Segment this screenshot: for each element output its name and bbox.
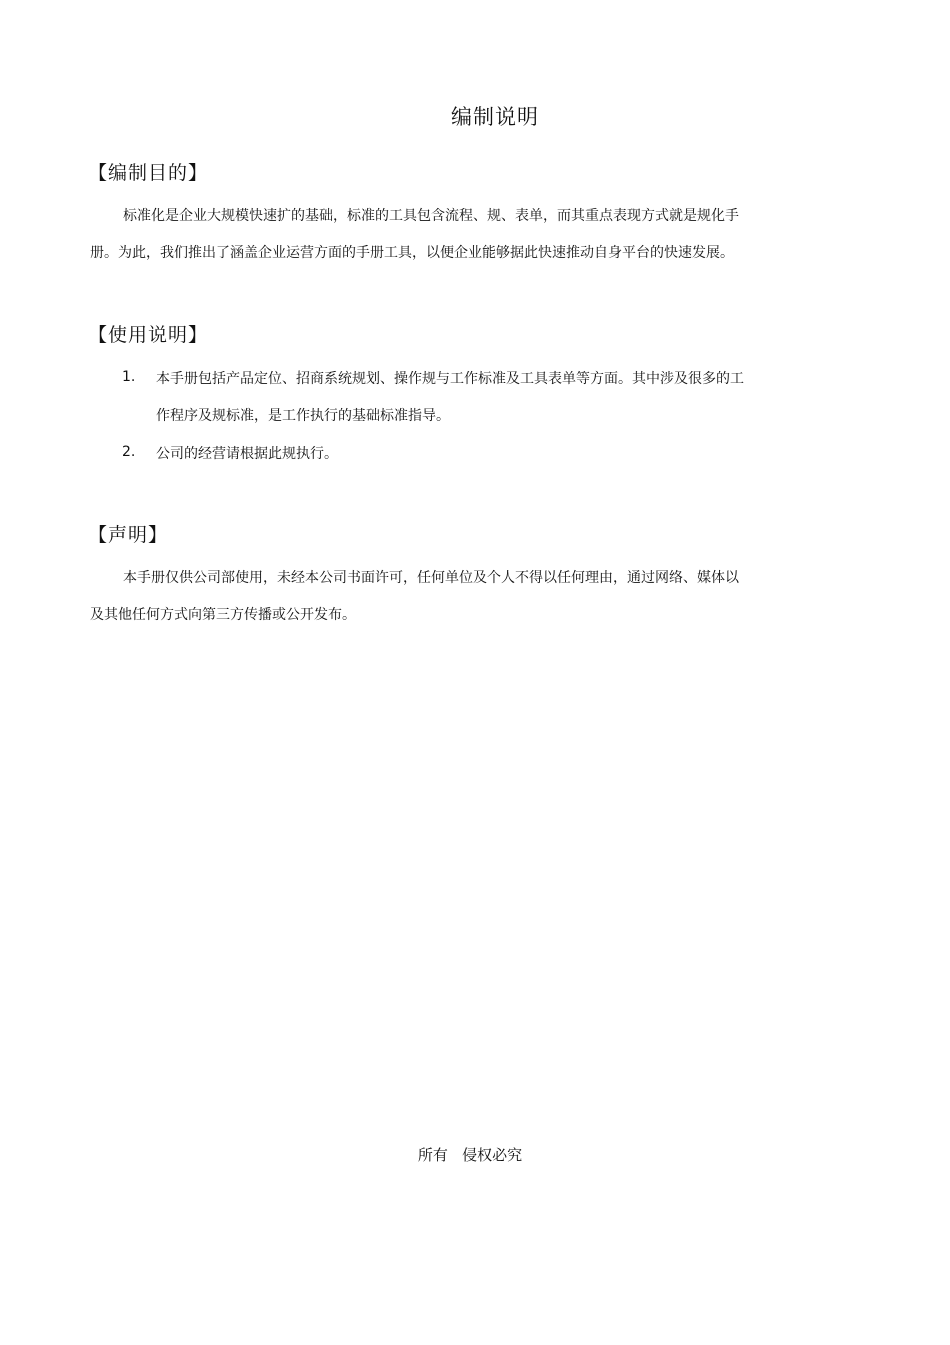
usage-item-number: 1.	[122, 369, 136, 385]
usage-item-text-line: 作程序及规标准，是工作执行的基础标准指导。	[156, 408, 450, 424]
usage-item-text-line: 本手册包括产品定位、招商系统规划、操作规与工作标准及工具表单等方面。其中涉及很多的工	[156, 371, 744, 387]
purpose-heading: 【编制目的】	[88, 162, 209, 184]
statement-heading: 【声明】	[88, 524, 169, 546]
footer-copyright: 所有 侵权必究	[417, 1146, 523, 1164]
purpose-paragraph-line: 标准化是企业大规模快速扩的基础，标准的工具包含流程、规、表单，而其重点表现方式就是规化手	[123, 208, 739, 224]
usage-heading: 【使用说明】	[88, 324, 209, 346]
usage-item-text-line: 公司的经营请根据此规执行。	[156, 446, 338, 462]
statement-paragraph-line: 本手册仅供公司部使用，未经本公司书面许可，任何单位及个人不得以任何理由，通过网络、媒体以	[123, 570, 739, 586]
statement-paragraph-line: 及其他任何方式向第三方传播或公开发布。	[90, 607, 356, 623]
purpose-paragraph-line: 册。为此，我们推出了涵盖企业运营方面的手册工具，以便企业能够据此快速推动自身平台的快速发展。	[90, 245, 734, 261]
usage-item-number: 2.	[122, 444, 136, 460]
document-title: 编制说明	[451, 105, 539, 129]
